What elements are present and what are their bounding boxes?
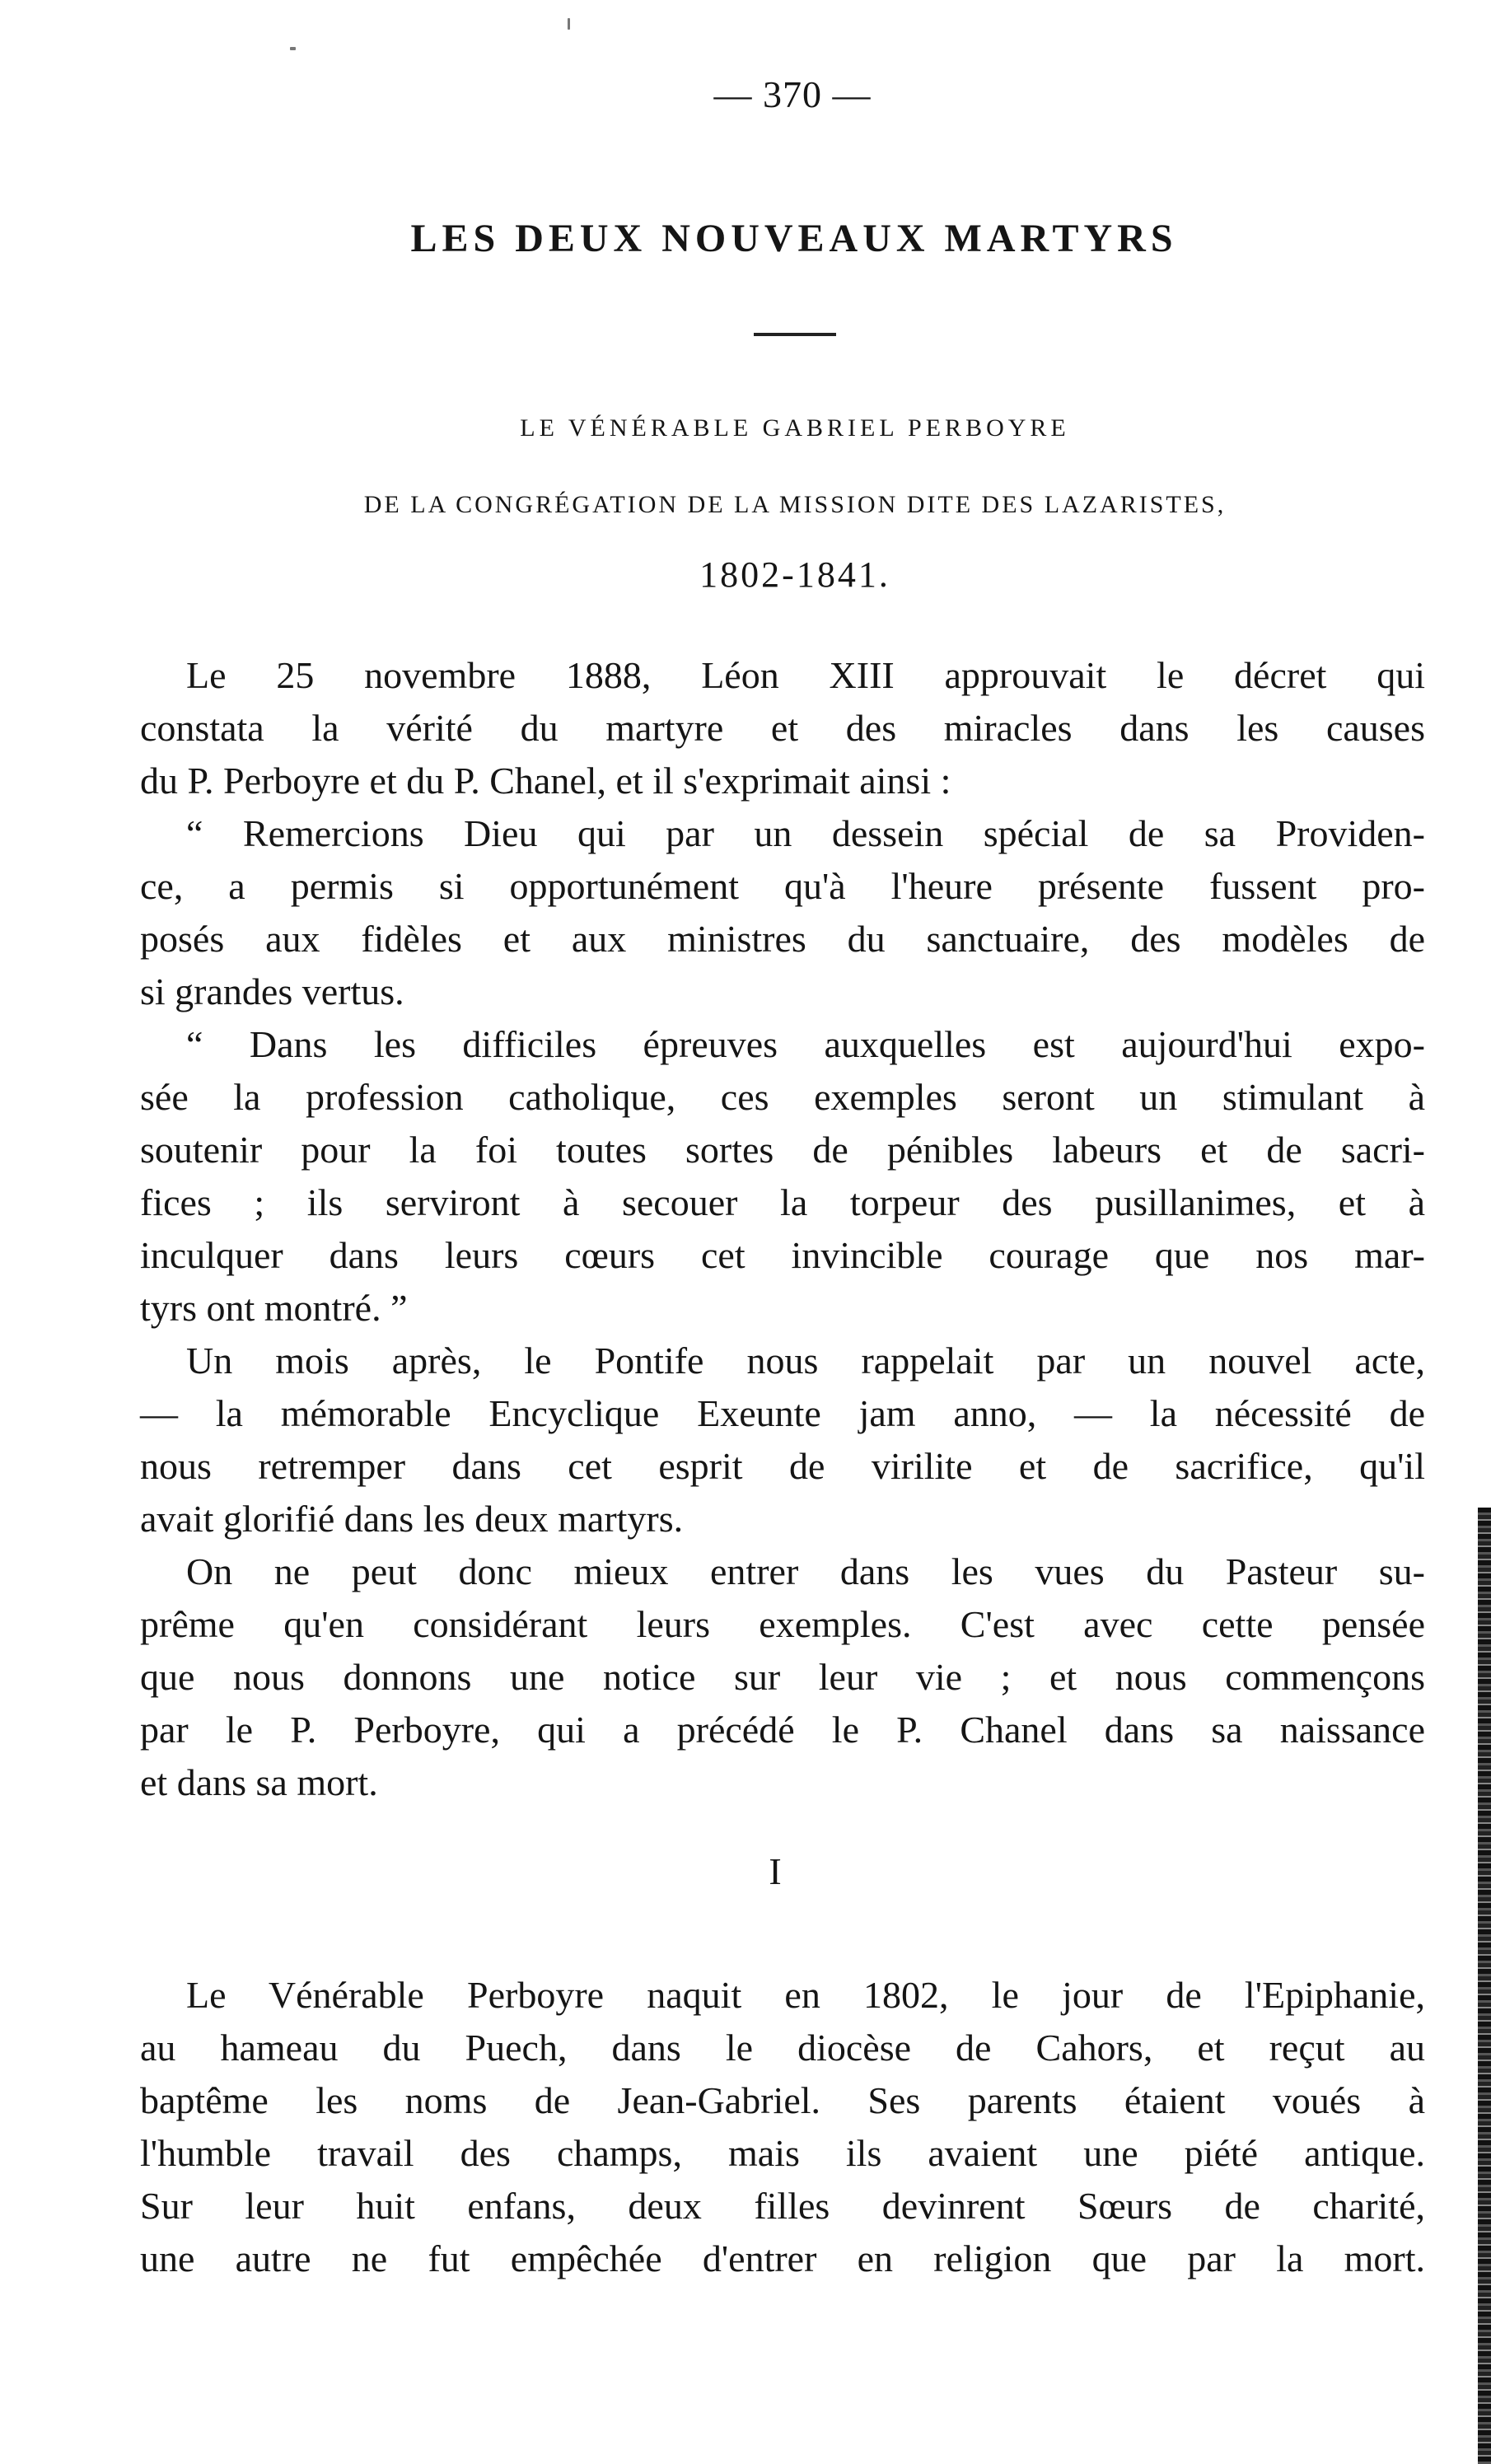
- subtitle-dates: 1802-1841.: [699, 554, 890, 595]
- section-text: [140, 1969, 1425, 2285]
- text-line: Le 25 novembre 1888, Léon XIII approuvait le décret qui: [186, 654, 1425, 696]
- text-line: “ Dans les difficiles épreuves auxquelles est aujourd'hui expo-: [186, 1023, 1425, 1065]
- text-line: “ Remercions Dieu qui par un dessein spécial de sa Providen-: [186, 812, 1425, 854]
- text-line: l'humble travail des champs, mais ils avaient une piété antique.: [140, 2132, 1425, 2174]
- text-line: que nous donnons une notice sur leur vie ; et nous commençons: [140, 1656, 1425, 1698]
- text-line: prême qu'en considérant leurs exemples. C'est avec cette pensée: [140, 1603, 1425, 1645]
- text-line: au hameau du Puech, dans le diocèse de Cahors, et reçut au: [140, 2027, 1425, 2069]
- body-text: [140, 649, 1425, 1809]
- text-line: si grandes vertus.: [140, 970, 404, 1012]
- text-line: baptême les noms de Jean-Gabriel. Ses parents étaient voués à: [140, 2079, 1425, 2121]
- text-line: tyrs ont montré. ”: [140, 1287, 408, 1329]
- text-line: une autre ne fut empêchée d'entrer en religion que par la mort.: [140, 2237, 1425, 2279]
- subtitle-congregation: DE LA CONGRÉGATION DE LA MISSION DITE DES LAZARISTES,: [363, 491, 1227, 518]
- text-line: avait glorifié dans les deux martyrs.: [140, 1498, 684, 1540]
- text-line: Le Vénérable Perboyre naquit en 1802, le jour de l'Epiphanie,: [186, 1974, 1425, 2016]
- scan-binding-edge: [1478, 1508, 1491, 2464]
- text-line: — la mémorable Encyclique Exeunte jam anno, — la nécessité de: [140, 1392, 1425, 1434]
- text-line: Un mois après, le Pontife nous rappelait par un nouvel acte,: [186, 1340, 1425, 1382]
- text-line: Sur leur huit enfans, deux filles devinrent Sœurs de charité,: [140, 2185, 1425, 2227]
- title-rule: [754, 333, 836, 336]
- text-line: par le P. Perboyre, qui a précédé le P. Chanel dans sa naissance: [140, 1709, 1425, 1751]
- text-line: sée la profession catholique, ces exemples seront un stimulant à: [140, 1076, 1425, 1118]
- text-line: inculquer dans leurs cœurs cet invincible courage que nos mar-: [140, 1234, 1425, 1276]
- scan-speck: [290, 47, 296, 50]
- scan-speck: [568, 18, 570, 30]
- section-number: I: [769, 1850, 782, 1892]
- text-line: fices ; ils serviront à secouer la torpeur des pusillanimes, et à: [140, 1181, 1425, 1223]
- text-line: et dans sa mort.: [140, 1761, 378, 1803]
- text-line: posés aux fidèles et aux ministres du sanctuaire, des modèles de: [140, 918, 1425, 960]
- text-line: soutenir pour la foi toutes sortes de pénibles labeurs et de sacri-: [140, 1129, 1425, 1171]
- text-line: constata la vérité du martyre et des miracles dans les causes: [140, 707, 1425, 749]
- page-number: — 370 —: [713, 73, 872, 115]
- subtitle-name: LE VÉNÉRABLE GABRIEL PERBOYRE: [520, 414, 1070, 442]
- text-line: On ne peut donc mieux entrer dans les vues du Pasteur su-: [186, 1550, 1425, 1592]
- chapter-title: LES DEUX NOUVEAUX MARTYRS: [410, 217, 1178, 260]
- text-line: du P. Perboyre et du P. Chanel, et il s'exprimait ainsi :: [140, 760, 951, 802]
- text-line: ce, a permis si opportunément qu'à l'heure présente fussent pro-: [140, 865, 1425, 907]
- text-line: nous retremper dans cet esprit de virilite et de sacrifice, qu'il: [140, 1445, 1425, 1487]
